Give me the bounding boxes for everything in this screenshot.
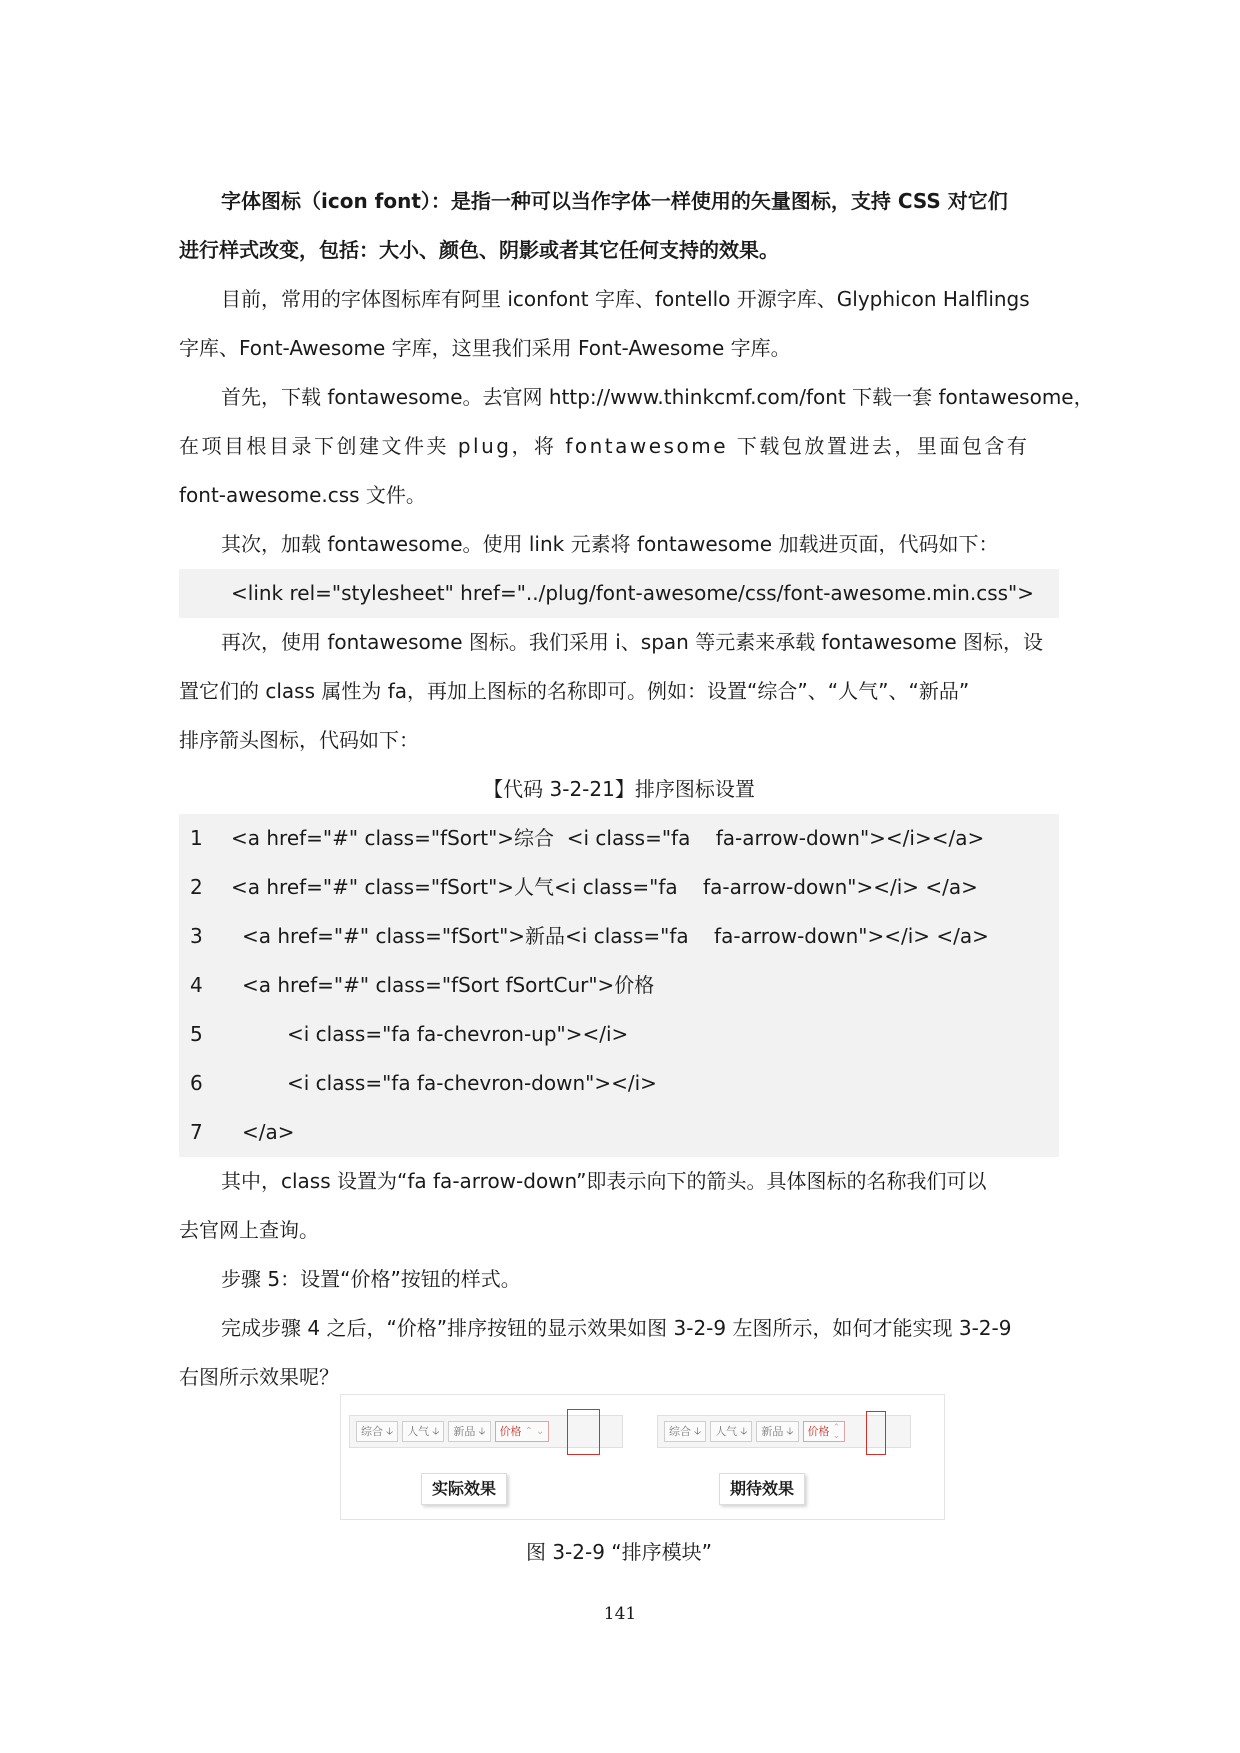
question-paragraph: [179, 1304, 1059, 1402]
line-number: 2: [190, 875, 203, 899]
load-paragraph: [179, 520, 1059, 569]
text-line: font-awesome.css 文件。: [179, 483, 426, 507]
text-line: 再次，使用 fontawesome 图标。我们采用 i、span 等元素来承载 fontawesome 图标，设: [221, 630, 1044, 654]
step-heading: [179, 1255, 1059, 1304]
figure-label-actual: 实际效果: [421, 1473, 507, 1505]
line-number: 6: [190, 1071, 203, 1095]
code-line: [179, 1010, 1059, 1059]
figure-label-expected: 期待效果: [719, 1473, 805, 1505]
chevron-up-icon: ⌃: [524, 1426, 533, 1437]
sort-button-new: 新品 🡣: [448, 1421, 490, 1442]
code-line: [179, 1059, 1059, 1108]
definition-paragraph: [179, 177, 1059, 275]
sort-button-new: 新品 🡣: [756, 1421, 798, 1442]
sort-button-price: 价格 ⌃ ⌄: [803, 1421, 846, 1442]
arrow-down-icon: 🡣: [432, 1426, 440, 1437]
text-line: 步骤 5：设置“价格”按钮的样式。: [221, 1267, 521, 1291]
arrow-down-icon: 🡣: [478, 1426, 486, 1437]
text-line: 完成步骤 4 之后，“价格”排序按钮的显示效果如图 3-2-9 左图所示，如何才能实现 3-2-9: [221, 1316, 1012, 1340]
text-line: 字库、Font-Awesome 字库，这里我们采用 Font-Awesome 字库。: [179, 336, 791, 360]
code-text: <a href="#" class="fSort fSortCur">价格: [242, 973, 655, 997]
text-line: 字体图标（icon font）：是指一种可以当作字体一样使用的矢量图标，支持 CSS 对它们: [221, 189, 1008, 213]
code-text: <i class="fa fa-chevron-down"></i>: [287, 1071, 657, 1095]
highlight-box: [866, 1411, 886, 1455]
link-code-block: [179, 569, 1059, 618]
explain-paragraph: [179, 1157, 1059, 1255]
text-line: 其中，class 设置为“fa fa-arrow-down”即表示向下的箭头。具体图标的名称我们可以: [221, 1169, 987, 1193]
line-number: 3: [190, 924, 203, 948]
arrow-down-icon: 🡣: [694, 1426, 702, 1437]
code-text: <link rel="stylesheet" href="../plug/font-awesome/css/font-awesome.min.css">: [231, 581, 1035, 605]
code-text: <a href="#" class="fSort">综合 <i class="fa fa-arrow-down"></i></a>: [231, 826, 985, 850]
sort-figure: [340, 1394, 945, 1520]
code-text: </a>: [242, 1120, 295, 1144]
line-number: 7: [190, 1120, 203, 1144]
text-line: 其次，加载 fontawesome。使用 link 元素将 fontawesome 加载进页面，代码如下：: [221, 532, 999, 556]
code-line: [179, 814, 1059, 863]
download-paragraph: [179, 373, 1094, 520]
code-line: [179, 961, 1059, 1010]
figure-caption: 图 3-2-9 “排序模块”: [525, 1540, 713, 1564]
highlight-box: [567, 1409, 600, 1455]
chevron-down-icon: ⌄: [535, 1426, 545, 1437]
text-line: 排序箭头图标，代码如下：: [179, 728, 419, 752]
text-line: 在项目根目录下创建文件夹 plug，将 fontawesome 下载包放置进去，里面包含有: [179, 434, 1030, 458]
text-line: 首先，下载 fontawesome。去官网 http://www.thinkcmf.com/font 下载一套 fontawesome，: [221, 385, 1094, 409]
code-text: <a href="#" class="fSort">新品<i class="fa fa-arrow-down"></i> </a>: [242, 924, 989, 948]
page-number: 141: [603, 1604, 637, 1624]
code-line: [179, 863, 1059, 912]
sort-button-popularity: 人气 🡣: [710, 1421, 752, 1442]
sort-chevrons-icon: ⌃ ⌄: [832, 1422, 841, 1441]
text-line: 去官网上查询。: [179, 1218, 319, 1242]
sort-button-popularity: 人气 🡣: [402, 1421, 444, 1442]
text-line: 右图所示效果呢？: [179, 1365, 339, 1389]
line-number: 1: [190, 826, 203, 850]
text-line: 进行样式改变，包括：大小、颜色、阴影或者其它任何支持的效果。: [179, 238, 779, 262]
code-text: <a href="#" class="fSort">人气<i class="fa fa-arrow-down"></i> </a>: [231, 875, 978, 899]
code-line: [179, 1108, 1059, 1157]
arrow-down-icon: 🡣: [740, 1426, 748, 1437]
usage-paragraph: [179, 618, 1059, 765]
code-listing: [179, 814, 1059, 1157]
code-caption: 【代码 3-2-21】排序图标设置: [483, 777, 755, 801]
text-line: 置它们的 class 属性为 fa，再加上图标的名称即可。例如：设置“综合”、“人气”、“新品”: [179, 679, 970, 703]
code-line: [179, 912, 1059, 961]
sort-button-composite: 综合 🡣: [664, 1421, 706, 1442]
line-number: 5: [190, 1022, 203, 1046]
line-number: 4: [190, 973, 203, 997]
text-line: 目前，常用的字体图标库有阿里 iconfont 字库、fontello 开源字库、Glyphicon Halflings: [221, 287, 1030, 311]
arrow-down-icon: 🡣: [786, 1426, 794, 1437]
sort-button-price: 价格 ⌃ ⌄: [495, 1421, 550, 1442]
arrow-down-icon: 🡣: [386, 1426, 394, 1437]
icon-library-paragraph: [179, 275, 1059, 373]
code-text: <i class="fa fa-chevron-up"></i>: [287, 1022, 629, 1046]
sort-button-composite: 综合 🡣: [356, 1421, 398, 1442]
